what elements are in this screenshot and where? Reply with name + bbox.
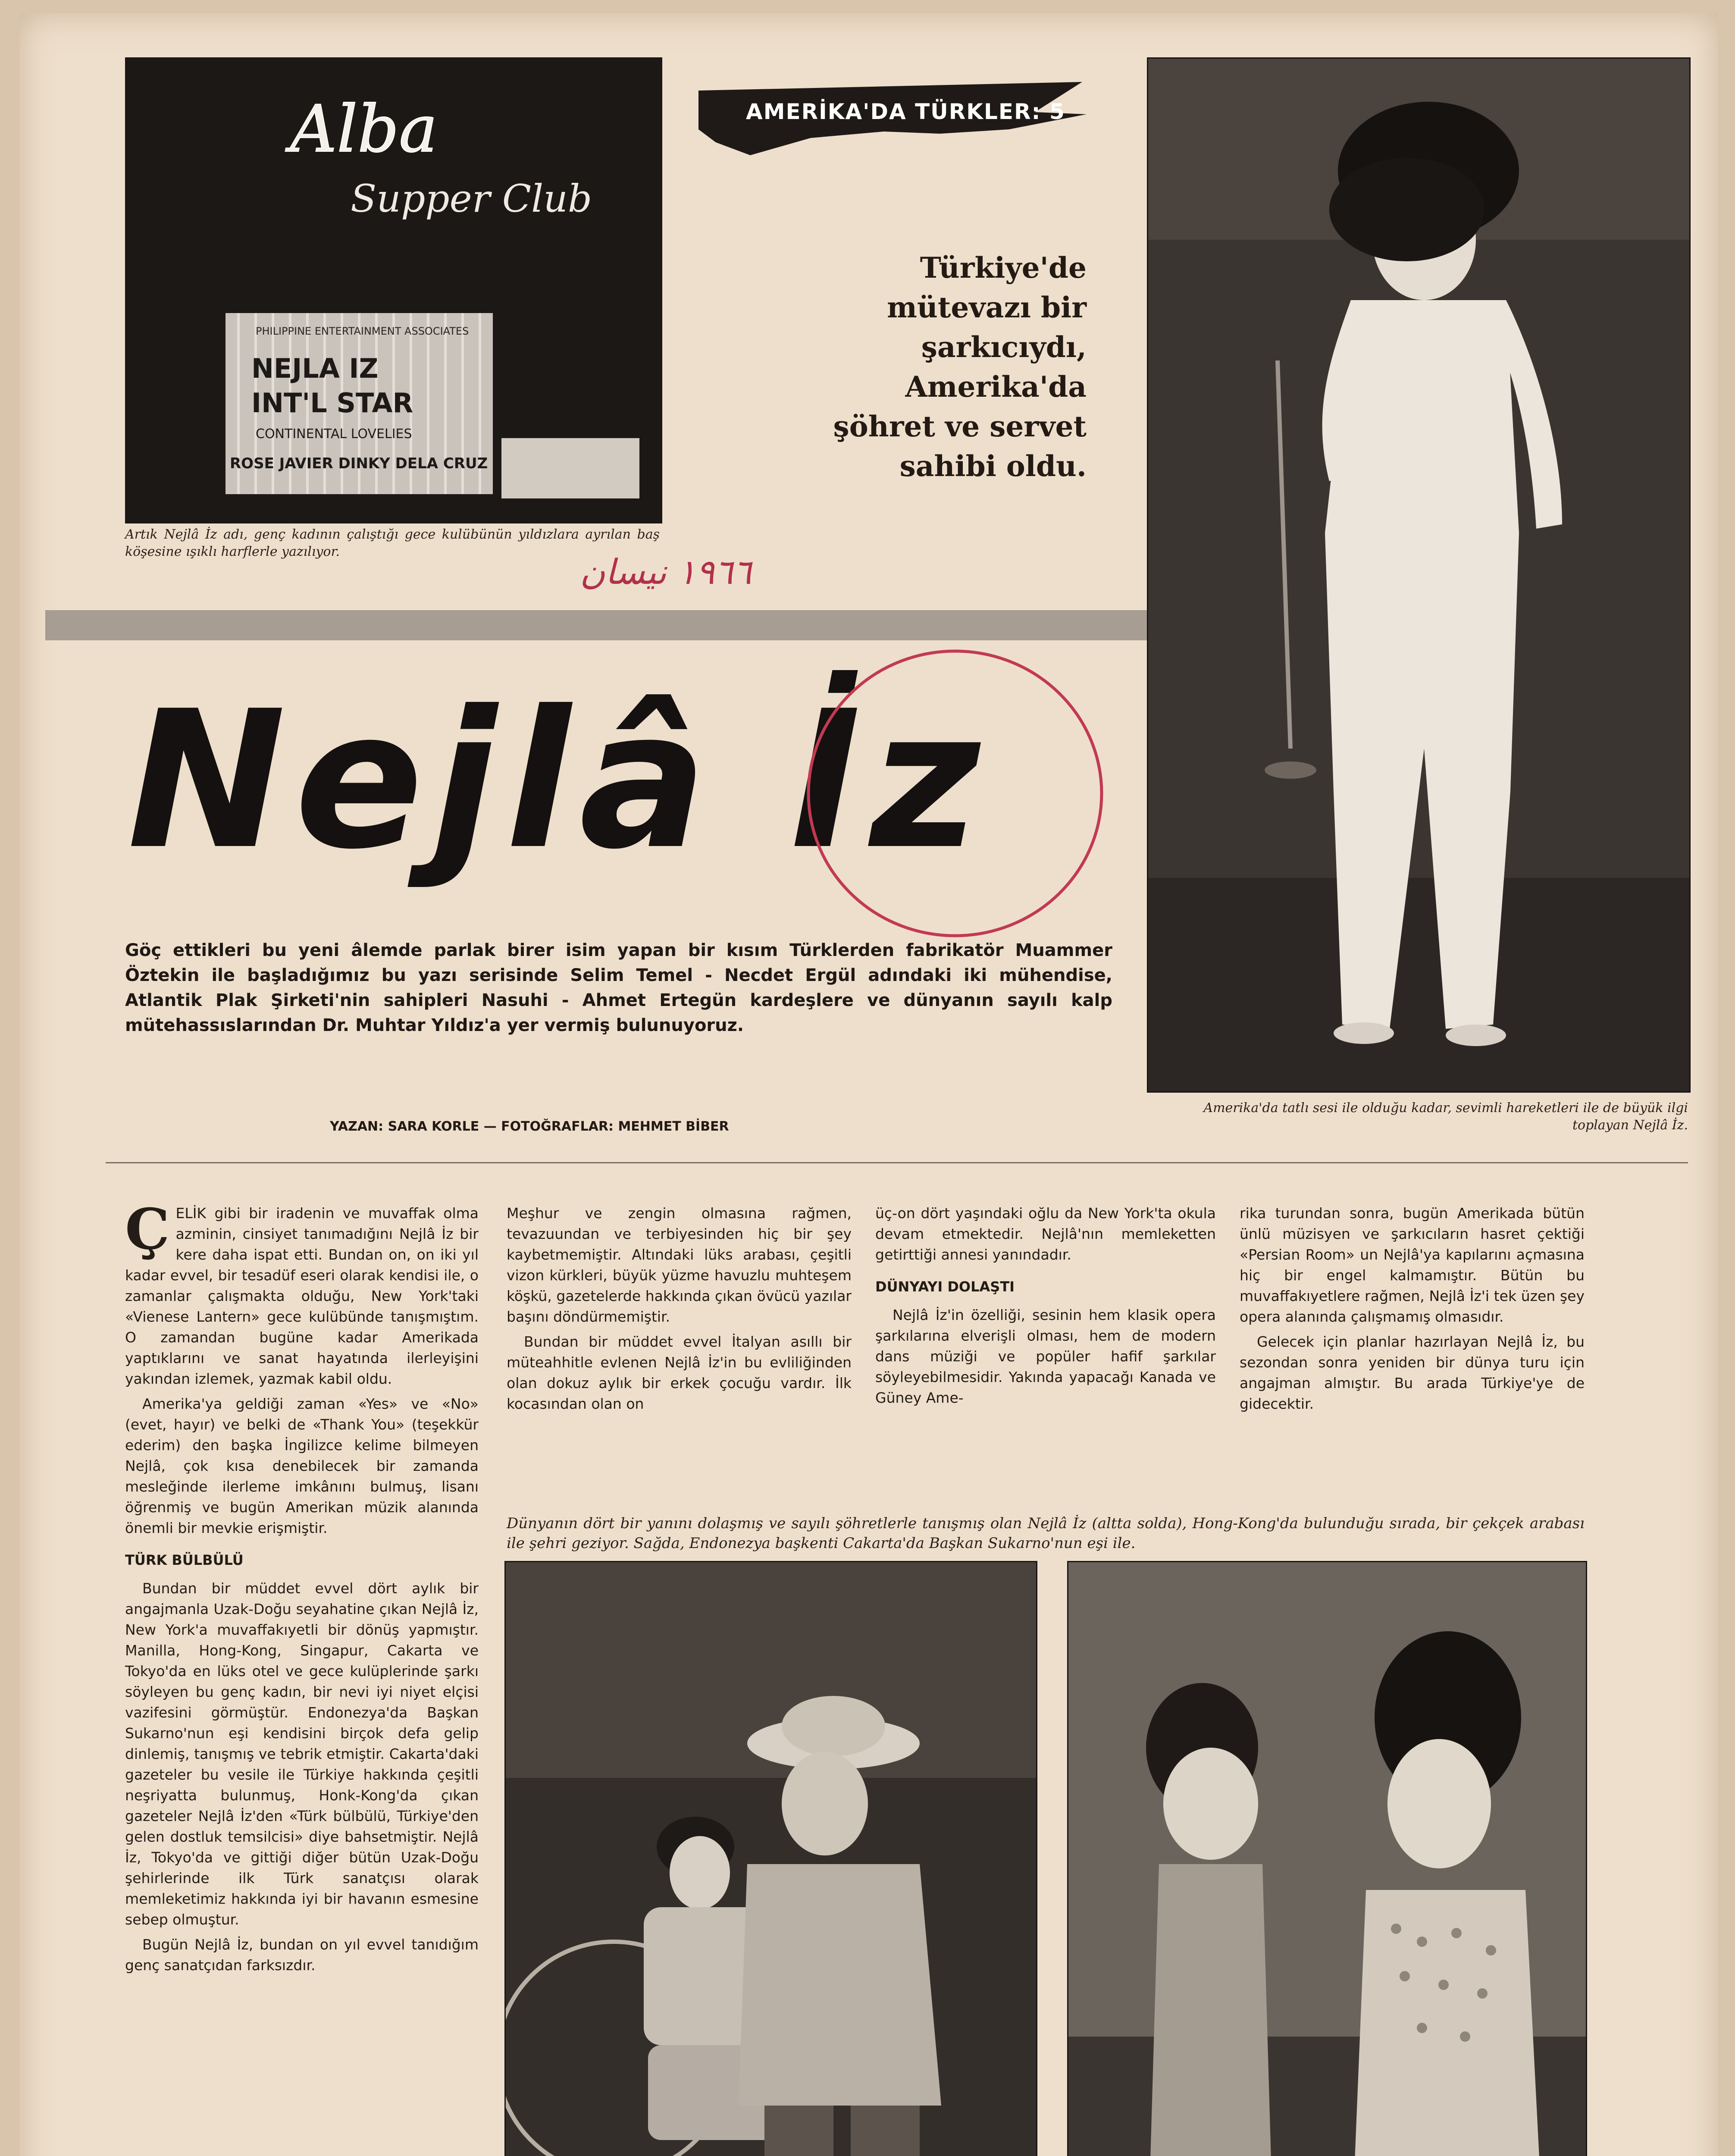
section-divider: [106, 1162, 1688, 1163]
drop-cap: Ç: [125, 1196, 170, 1262]
article-column-2: [507, 1203, 852, 1419]
paragraph: [125, 1196, 479, 1389]
red-circle-annotation: [791, 630, 1119, 957]
subhead-turk-bulbulu: TÜRK BÜLBÜLÜ: [125, 1552, 244, 1568]
series-banner-label: AMERİKA'DA TÜRKLER: 5: [746, 99, 1065, 124]
two-women-graphic: [1068, 1562, 1586, 2156]
byline-credits: YAZAN: SARA KORLE — FOTOĞRAFLAR: MEHMET BİBER: [330, 1119, 729, 1134]
paragraph: Meşhur ve zengin olmasına rağmen, tevazuundan ve terbiyesinden hiç bir şey kaybetmemiştir. Altındaki lüks arabası, çeşitli vizon kürkleri, büyük yüzme havuzlu muhteşem köşkü, gazetelerde hakkında çıkan övücü yazılar başını döndürmemiştir.: [507, 1205, 852, 1325]
marquee-line-2: NEJLA IZ: [251, 353, 379, 384]
singer-caption: Amerika'da tatlı sesi ile olduğu kadar, sevimli hareketleri ile de büyük ilgi toplayan Nejlâ İz.: [1203, 1100, 1688, 1133]
article-column-4: [1240, 1203, 1585, 1419]
singer-photo: [1147, 57, 1691, 1093]
handwritten-date-note: ١٩٦٦ نيسان: [580, 552, 752, 592]
paragraph: Gelecek için planlar hazırlayan Nejlâ İz, bu sezondan sonra yeniden bir dünya turu için angajman almıştır. Bu arada Türkiye'ye de gidecektir.: [1240, 1333, 1585, 1412]
paragraph: Bundan bir müddet evvel İtalyan asıllı bir müteahhitle evlenen Nejlâ İz'in bu evliliğinden olan dokuz aylık bir erkek çocuğu vardır. İlk kocasından olan on: [507, 1333, 852, 1412]
marquee-line-4: CONTINENTAL LOVELIES: [256, 426, 412, 442]
magazine-page: [19, 13, 1718, 2156]
marquee-line-1: PHILIPPINE ENTERTAINMENT ASSOCIATES: [256, 325, 469, 337]
paragraph: rika turundan sonra, bugün Amerikada bütün ünlü müzisyen ve şarkıcıların hasret çektiği «Persian Room» un Nejlâ'ya kapılarını açmasına hiç bir engel kalmamıştır. Bütün bu muvaffakıyetlere rağmen, Nejlâ İz'i tek üzen şey opera alanında çalışmamış olmasıdır.: [1240, 1205, 1585, 1325]
paragraph-text: ELİK gibi bir iradenin ve muvaffak olma azminin, cinsiyet tanımadığını Nejlâ İz bir kere daha ispat etti. Bundan on, on iki yıl kadar evvel, bir tesadüf eseri olarak kendisi ile, o zamanlar çalışmakta olduğu, New York'taki «Vienese Lantern» gece kulübünde tanışmıştım. O zamandan bugüne kadar Amerikada yaptıklarını ve sanat hayatında ilerleyişini yakından izlemek, yazmak kabil oldu.: [125, 1205, 479, 1387]
sign-script-supper-club: Supper Club: [351, 176, 592, 221]
intro-paragraph: Göç ettikleri bu yeni âlemde parlak birer isim yapan bir kısım Türklerden fabrikatör Muammer Öztekin ile başladığımız bu yazı serisinde Selim Temel - Necdet Ergül adındaki iki mühendise, Atlantik Plak Şirketi'nin sahipleri Nasuhi - Ahmet Ertegün kardeşlere ve dünyanın sayılı kalp mütehassıslarından Dr. Muhtar Yıldız'a yer vermiş bulunuyoruz.: [125, 940, 1112, 1035]
jakarta-photo: [1067, 1561, 1587, 2156]
subhead-dunyayi-dolasti: DÜNYAYI DOLAŞTI: [875, 1279, 1015, 1295]
marquee-line-5: ROSE JAVIER DINKY DELA CRUZ: [230, 455, 488, 472]
supper-club-caption: Artık Nejlâ İz adı, genç kadının çalıştığı gece kulübünün yıldızlara ayrılan baş köşesine ışıklı harflerle yazılıyor.: [125, 527, 660, 559]
paragraph: Bundan bir müddet evvel dört aylık bir angajmanla Uzak-Doğu seyahatine çıkan Nejlâ İz, New York'a muvaffakıyetli bir dönüş yapmıştır. Manilla, Hong-Kong, Singapur, Cakarta ve Tokyo'da en lüks otel ve gece kulüplerinde şarkı söyleyen bu genç kadın, bir nevi iyi niyet elçisi vazifesini görmüştür. Endonezya'da Başkan Sukarno'nun eşi kendisini birçok defa gelip dinlemiş, tanışmış ve tebrik etmiştir. Cakarta'daki gazeteler bu vesile ile Türkiye hakkında çeşitli neşriyatta bulunmuş, Honk-Kong'da çıkan gazeteler Nejlâ İz'den «Türk bülbülü, Türkiye'den gelen dostluk temsilcisi» diye bahsetmiştir. Nejlâ İz, Tokyo'da ve gittiği diğer bütün Uzak-Doğu şehirlerinde ilk Türk sanatçısı olarak memleketimiz hakkında iyi bir havanın esmesine sebep olmuştur.: [125, 1580, 479, 1928]
paragraph: Amerika'ya geldiği zaman «Yes» ve «No» (evet, hayır) ve belki de «Thank You» (teşekkür ederim) den başka İngilizce kelime bilmeyen Nejlâ, çok kısa denebilecek bir zamanda mesleğinde ilerleme imkânını bulmuş, lisanı öğrenmiş ve bugün Amerikan müzik alanında önemli bir mevkie erişmiştir.: [125, 1395, 479, 1536]
series-banner: [698, 82, 1087, 155]
bottom-photos-caption: Dünyanın dört bir yanını dolaşmış ve sayılı şöhretlerle tanışmış olan Nejlâ İz (altta solda), Hong-Kong'da bulunduğu sırada, bir çekçek arabası ile şehri geziyor. Sağda, Endonezya başkenti Cakarta'da Başkan Sukarno'nun eşi ile.: [507, 1515, 1585, 1552]
paragraph: Nejlâ İz'in özelliği, sesinin hem klasik opera şarkılarına elverişli olması, hem de modern dans müziği ve popüler hafif şarkılar söyleyebilmesidir. Yakında yapacağı Kanada ve Güney Ame-: [875, 1307, 1216, 1406]
paragraph: üç-on dört yaşındaki oğlu da New York'ta okula devam etmektedir. Nejlâ'nın memleketten getirttiği annesi yanındadır.: [875, 1205, 1216, 1263]
marquee-line-3: INT'L STAR: [251, 387, 413, 419]
headline: Nejlâ İz: [127, 670, 989, 891]
supper-club-photo: [125, 57, 662, 523]
rickshaw-scene-graphic: [506, 1562, 1036, 2156]
rickshaw-photo: [504, 1561, 1037, 2156]
sign-script-alba: Alba: [290, 92, 438, 167]
article-column-1: [125, 1196, 479, 1980]
deck-text: Türkiye'de mütevazı bir şarkıcıydı, Amerika'da şöhret ve servet sahibi oldu.: [833, 251, 1087, 483]
article-column-3: [875, 1203, 1216, 1413]
singer-on-stage-graphic: [1148, 59, 1689, 1091]
supper-club-sign-graphic: [126, 59, 661, 522]
paragraph: Bugün Nejlâ İz, bundan on yıl evvel tanıdığım genç sanatçıdan farksızdır.: [125, 1936, 479, 1974]
